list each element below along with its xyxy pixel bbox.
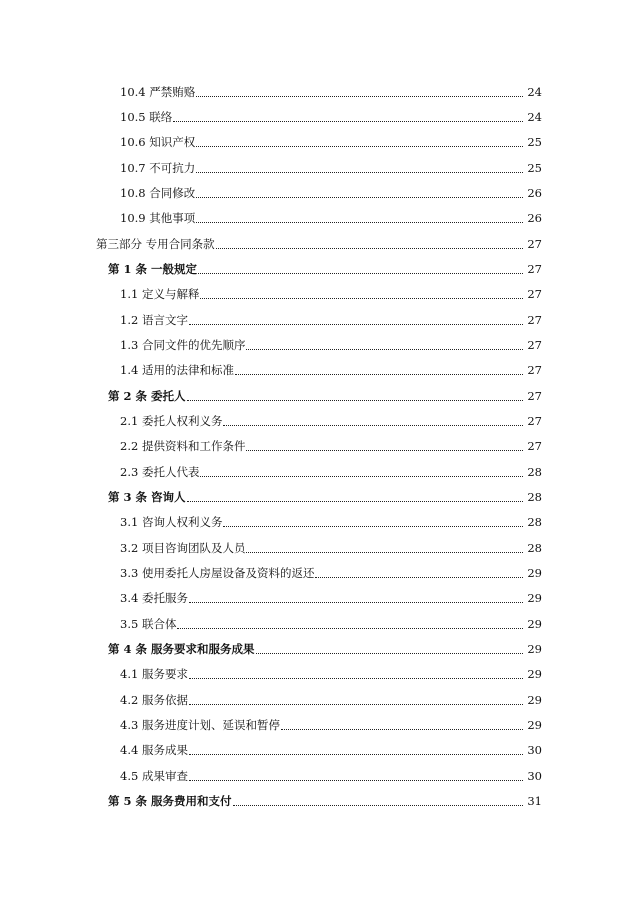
toc-entry[interactable] — [0, 788, 640, 813]
dot-leader — [235, 373, 523, 375]
toc-entry[interactable] — [0, 282, 640, 307]
toc-entry-label: 4.1 服务要求 — [120, 667, 188, 682]
toc-entry-page-number: 27 — [527, 413, 542, 428]
toc-entry[interactable] — [0, 535, 640, 560]
toc-entry-page-number: 25 — [527, 160, 542, 175]
dot-leader — [196, 95, 523, 97]
toc-entry-label: 3.3 使用委托人房屋设备及资料的返还 — [120, 565, 315, 580]
dot-leader — [200, 475, 523, 477]
toc-entry-label: 3.1 咨询人权利义务 — [120, 515, 223, 530]
dot-leader — [189, 601, 523, 603]
toc-entry-label: 第三部分 专用合同条款 — [96, 236, 215, 251]
dot-leader — [173, 120, 523, 122]
toc-entry[interactable] — [0, 408, 640, 433]
toc-entry[interactable] — [0, 130, 640, 155]
dot-leader — [233, 804, 523, 806]
toc-entry-page-number: 24 — [527, 84, 542, 99]
dot-leader — [187, 399, 523, 401]
toc-entry[interactable] — [0, 763, 640, 788]
toc-entry[interactable] — [0, 510, 640, 535]
dot-leader — [246, 348, 523, 350]
toc-entry[interactable] — [0, 434, 640, 459]
toc-entry-label: 10.4 严禁贿赂 — [120, 84, 196, 99]
toc-entry[interactable] — [0, 180, 640, 205]
toc-entry-label: 3.2 项目咨询团队及人员 — [120, 540, 246, 555]
dot-leader — [196, 196, 523, 198]
toc-entry-label: 2.3 委托人代表 — [120, 464, 200, 479]
toc-entry-label: 1.4 适用的法律和标准 — [120, 363, 234, 378]
toc-entry-label: 4.5 成果审查 — [120, 768, 188, 783]
toc-entry-label: 第 5 条 服务费用和支付 — [108, 793, 232, 808]
toc-entry-page-number: 27 — [527, 439, 542, 454]
toc-entry-page-number: 27 — [527, 363, 542, 378]
toc-entry[interactable] — [0, 155, 640, 180]
toc-entry[interactable] — [0, 256, 640, 281]
toc-entry-page-number: 30 — [527, 743, 542, 758]
toc-entry-page-number: 29 — [527, 667, 542, 682]
toc-entry-page-number: 29 — [527, 717, 542, 732]
dot-leader — [281, 728, 523, 730]
toc-entry-label: 2.1 委托人权利义务 — [120, 413, 223, 428]
toc-entry-page-number: 27 — [527, 312, 542, 327]
dot-leader — [196, 145, 523, 147]
dot-leader — [216, 247, 523, 249]
toc-entry-page-number: 29 — [527, 692, 542, 707]
dot-leader — [196, 171, 523, 173]
toc-entry[interactable] — [0, 104, 640, 129]
toc-entry-page-number: 29 — [527, 616, 542, 631]
toc-entry-page-number: 25 — [527, 135, 542, 150]
dot-leader — [256, 652, 523, 654]
toc-entry[interactable] — [0, 687, 640, 712]
toc-entry-page-number: 27 — [527, 261, 542, 276]
toc-entry[interactable] — [0, 586, 640, 611]
toc-entry-label: 1.3 合同文件的优先顺序 — [120, 337, 246, 352]
toc-entry-label: 1.2 语言文字 — [120, 312, 188, 327]
toc-entry-label: 10.7 不可抗力 — [120, 160, 196, 175]
toc-entry-page-number: 28 — [527, 464, 542, 479]
toc-entry[interactable] — [0, 358, 640, 383]
toc-entry-page-number: 27 — [527, 287, 542, 302]
toc-entry[interactable] — [0, 307, 640, 332]
dot-leader — [189, 323, 523, 325]
toc-entry-page-number: 27 — [527, 388, 542, 403]
dot-leader — [246, 551, 523, 553]
dot-leader — [189, 779, 523, 781]
toc-entry[interactable] — [0, 206, 640, 231]
toc-entry[interactable] — [0, 560, 640, 585]
toc-entry-page-number: 28 — [527, 489, 542, 504]
toc-entry-page-number: 28 — [527, 515, 542, 530]
toc-entry-label: 第 2 条 委托人 — [108, 388, 186, 403]
toc-entry-page-number: 31 — [527, 793, 542, 808]
toc-entry-label: 2.2 提供资料和工作条件 — [120, 439, 246, 454]
toc-entry-label: 1.1 定义与解释 — [120, 287, 200, 302]
toc-entry-label: 10.9 其他事项 — [120, 211, 196, 226]
toc-entry[interactable] — [0, 79, 640, 104]
toc-entry-page-number: 28 — [527, 540, 542, 555]
toc-entry-label: 第 1 条 一般规定 — [108, 261, 198, 276]
dot-leader — [315, 576, 523, 578]
toc-entry-page-number: 27 — [527, 337, 542, 352]
dot-leader — [223, 525, 523, 527]
toc-entry[interactable] — [0, 459, 640, 484]
toc-entry[interactable] — [0, 383, 640, 408]
toc-entry[interactable] — [0, 231, 640, 256]
dot-leader — [200, 297, 523, 299]
toc-entry-label: 10.6 知识产权 — [120, 135, 196, 150]
toc-entry-page-number: 29 — [527, 591, 542, 606]
dot-leader — [198, 272, 523, 274]
dot-leader — [196, 221, 523, 223]
toc-entry-label: 4.3 服务进度计划、延误和暂停 — [120, 717, 280, 732]
table-of-contents — [0, 79, 640, 814]
toc-entry-page-number: 26 — [527, 211, 542, 226]
toc-entry[interactable] — [0, 712, 640, 737]
toc-entry-page-number: 24 — [527, 109, 542, 124]
toc-entry-label: 3.5 联合体 — [120, 616, 177, 631]
dot-leader — [189, 703, 523, 705]
toc-entry-page-number: 27 — [527, 236, 542, 251]
toc-entry-label: 4.4 服务成果 — [120, 743, 188, 758]
dot-leader — [177, 627, 523, 629]
toc-entry-label: 4.2 服务依据 — [120, 692, 188, 707]
toc-entry-label: 第 3 条 咨询人 — [108, 489, 186, 504]
toc-entry-page-number: 29 — [527, 565, 542, 580]
dot-leader — [187, 500, 523, 502]
toc-entry-label: 10.8 合同修改 — [120, 185, 196, 200]
toc-entry-page-number: 30 — [527, 768, 542, 783]
toc-entry-page-number: 29 — [527, 641, 542, 656]
toc-entry-label: 10.5 联络 — [120, 109, 173, 124]
toc-entry[interactable] — [0, 332, 640, 357]
toc-entry[interactable] — [0, 611, 640, 636]
toc-entry[interactable] — [0, 738, 640, 763]
dot-leader — [223, 424, 523, 426]
toc-entry-label: 3.4 委托服务 — [120, 591, 188, 606]
toc-entry-page-number: 26 — [527, 185, 542, 200]
dot-leader — [246, 449, 523, 451]
dot-leader — [189, 753, 523, 755]
dot-leader — [189, 677, 523, 679]
toc-entry[interactable] — [0, 636, 640, 661]
toc-entry[interactable] — [0, 484, 640, 509]
toc-entry[interactable] — [0, 662, 640, 687]
toc-entry-label: 第 4 条 服务要求和服务成果 — [108, 641, 255, 656]
